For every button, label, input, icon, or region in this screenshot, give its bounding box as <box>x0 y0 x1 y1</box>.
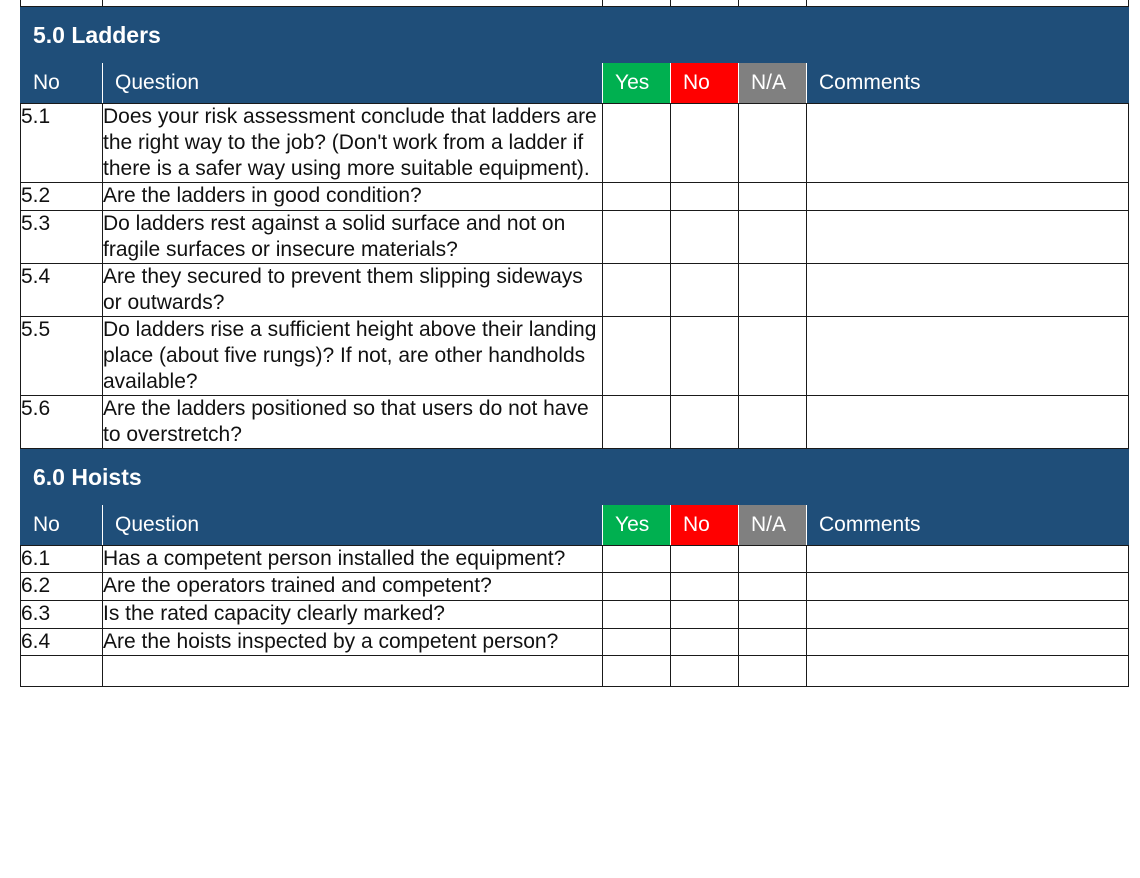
row-question: Are the operators trained and competent? <box>103 573 603 601</box>
comments-cell[interactable] <box>807 211 1129 264</box>
yes-cell[interactable] <box>603 211 671 264</box>
na-cell[interactable] <box>739 573 807 601</box>
row-question: Are the hoists inspected by a competent person? <box>103 629 603 656</box>
na-cell[interactable] <box>739 396 807 449</box>
no-cell[interactable] <box>671 573 739 601</box>
row-question: Do ladders rest against a solid surface and not on fragile surfaces or insecure materials? <box>103 211 603 264</box>
row-number: 5.1 <box>21 104 103 183</box>
row-question: Is the rated capacity clearly marked? <box>103 601 603 629</box>
comments-cell[interactable] <box>807 573 1129 601</box>
no-cell[interactable] <box>671 183 739 211</box>
table-row <box>21 629 1129 656</box>
yes-cell[interactable] <box>603 317 671 396</box>
header-comments: Comments <box>807 63 1129 104</box>
na-cell[interactable] <box>739 601 807 629</box>
header-no-answer: No <box>671 505 739 546</box>
header-no-answer: No <box>671 63 739 104</box>
checklist-table <box>20 0 1129 687</box>
column-header-row <box>21 505 1129 546</box>
table-row <box>21 396 1129 449</box>
no-cell[interactable] <box>671 396 739 449</box>
section-title: 6.0 Hoists <box>21 449 1129 505</box>
yes-cell[interactable] <box>603 264 671 317</box>
no-cell[interactable] <box>671 264 739 317</box>
na-cell[interactable] <box>739 264 807 317</box>
no-cell[interactable] <box>671 104 739 183</box>
comments-cell[interactable] <box>807 264 1129 317</box>
row-question: Are the ladders positioned so that users do not have to overstretch? <box>103 396 603 449</box>
row-number: 5.5 <box>21 317 103 396</box>
row-number: 6.4 <box>21 629 103 656</box>
comments-cell[interactable] <box>807 183 1129 211</box>
table-row <box>21 183 1129 211</box>
row-question: Do ladders rise a sufficient height above their landing place (about five rungs)? If not, are other handholds available? <box>103 317 603 396</box>
na-cell[interactable] <box>739 104 807 183</box>
column-header-row <box>21 63 1129 104</box>
row-number: 6.1 <box>21 546 103 573</box>
header-yes: Yes <box>603 63 671 104</box>
yes-cell[interactable] <box>603 573 671 601</box>
section-title-ladders <box>21 7 1129 63</box>
comments-cell[interactable] <box>807 396 1129 449</box>
comments-cell[interactable] <box>807 104 1129 183</box>
comments-cell[interactable] <box>807 546 1129 573</box>
row-question: Has a competent person installed the equipment? <box>103 546 603 573</box>
row-number: 6.3 <box>21 601 103 629</box>
table-row <box>21 264 1129 317</box>
row-question: Are they secured to prevent them slipping sideways or outwards? <box>103 264 603 317</box>
row-question: Are the ladders in good condition? <box>103 183 603 211</box>
na-cell[interactable] <box>739 183 807 211</box>
yes-cell[interactable] <box>603 629 671 656</box>
na-cell[interactable] <box>739 317 807 396</box>
header-comments: Comments <box>807 505 1129 546</box>
na-cell[interactable] <box>739 546 807 573</box>
header-no: No <box>21 505 103 546</box>
header-question: Question <box>103 505 603 546</box>
row-number: 5.4 <box>21 264 103 317</box>
comments-cell[interactable] <box>807 601 1129 629</box>
yes-cell[interactable] <box>603 183 671 211</box>
row-number: 6.2 <box>21 573 103 601</box>
table-row <box>21 104 1129 183</box>
header-na: N/A <box>739 505 807 546</box>
header-question: Question <box>103 63 603 104</box>
section-title-hoists <box>21 449 1129 505</box>
na-cell[interactable] <box>739 629 807 656</box>
no-cell[interactable] <box>671 546 739 573</box>
header-no: No <box>21 63 103 104</box>
row-number: 5.6 <box>21 396 103 449</box>
yes-cell[interactable] <box>603 396 671 449</box>
no-cell[interactable] <box>671 317 739 396</box>
header-yes: Yes <box>603 505 671 546</box>
table-row <box>21 546 1129 573</box>
comments-cell[interactable] <box>807 317 1129 396</box>
row-question: Does your risk assessment conclude that ladders are the right way to the job? (Don't work from a ladder if there is a safer way using more suitable equipment). <box>103 104 603 183</box>
yes-cell[interactable] <box>603 601 671 629</box>
next-row-fragment <box>21 656 1129 687</box>
no-cell[interactable] <box>671 601 739 629</box>
yes-cell[interactable] <box>603 104 671 183</box>
table-row <box>21 601 1129 629</box>
no-cell[interactable] <box>671 629 739 656</box>
no-cell[interactable] <box>671 211 739 264</box>
row-number: 5.2 <box>21 183 103 211</box>
comments-cell[interactable] <box>807 629 1129 656</box>
row-number: 5.3 <box>21 211 103 264</box>
yes-cell[interactable] <box>603 546 671 573</box>
table-row <box>21 573 1129 601</box>
table-row <box>21 211 1129 264</box>
na-cell[interactable] <box>739 211 807 264</box>
header-na: N/A <box>739 63 807 104</box>
table-row <box>21 317 1129 396</box>
section-title: 5.0 Ladders <box>21 7 1129 63</box>
